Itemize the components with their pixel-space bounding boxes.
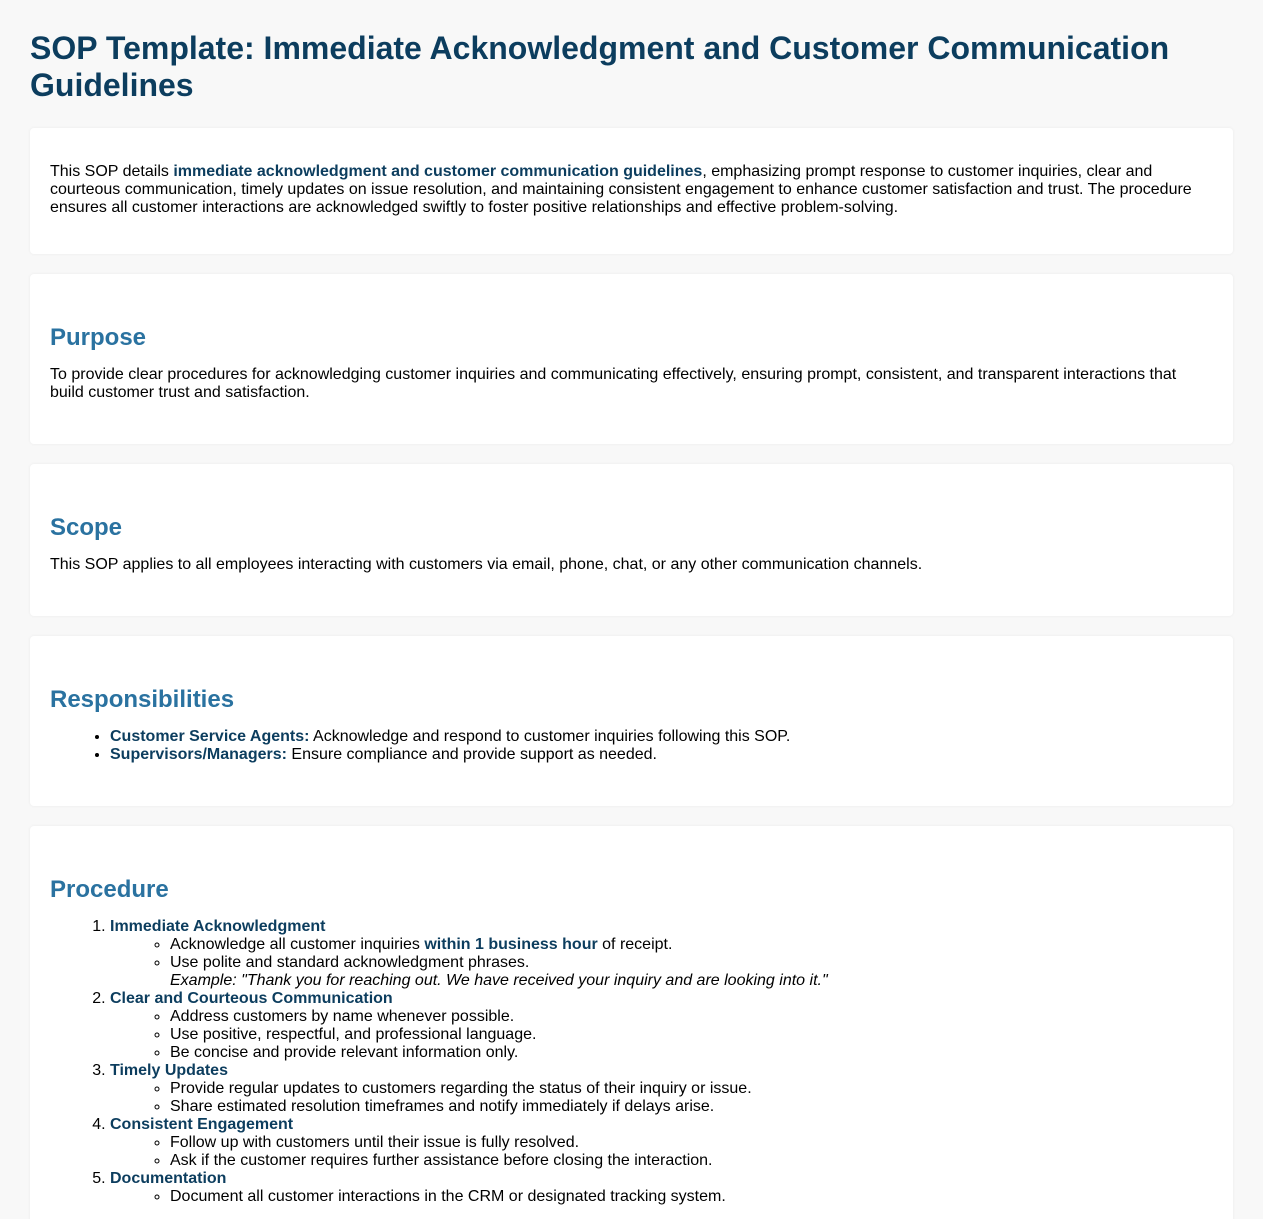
list-item: ◦ Provide regular updates to customers regarding the status of their inquiry or issue. — [170, 1080, 1213, 1098]
intro-text-before: This SOP details — [50, 163, 174, 180]
step-items — [110, 1188, 1213, 1206]
role-text: Ensure compliance and provide support as needed. — [286, 746, 657, 763]
list-item — [170, 954, 1213, 990]
list-item — [110, 728, 1213, 746]
item-text: Acknowledge all customer inquiries — [170, 936, 425, 953]
item-highlight: within 1 business hour — [424, 936, 598, 953]
step-items — [110, 1008, 1213, 1062]
step-title: Documentation — [110, 1170, 227, 1187]
item-text: Use polite and standard acknowledgment phrases. — [170, 954, 530, 971]
responsibilities-card — [30, 636, 1233, 806]
responsibilities-heading: Responsibilities — [50, 686, 235, 713]
procedure-step — [110, 1116, 1213, 1170]
purpose-heading: Purpose — [50, 324, 147, 351]
procedure-step — [110, 990, 1213, 1062]
list-item: ◦ Be concise and provide relevant information only. — [170, 1044, 1213, 1062]
step-title: Clear and Courteous Communication — [110, 990, 393, 1007]
item-text: of receipt. — [597, 936, 673, 953]
step-title: Consistent Engagement — [110, 1116, 294, 1133]
list-item — [110, 746, 1213, 764]
scope-card — [30, 464, 1233, 616]
scope-heading: Scope — [50, 514, 123, 541]
list-item: ◦ Address customers by name whenever possible. — [170, 1008, 1213, 1026]
step-items — [110, 1134, 1213, 1170]
step-title: Immediate Acknowledgment — [110, 918, 326, 935]
intro-card — [30, 128, 1233, 254]
responsibilities-list — [50, 728, 1213, 764]
page-title: SOP Template: Immediate Acknowledgment and Customer Communication Guidelines — [30, 30, 1170, 103]
list-item: ◦ Use positive, respectful, and professional language. — [170, 1026, 1213, 1044]
purpose-text: To provide clear procedures for acknowledging customer inquiries and communicating effectively, ensuring prompt, consistent, and transparent interactions that build customer trust and satisfaction. — [50, 366, 1177, 401]
procedure-step — [110, 1062, 1213, 1116]
step-items — [110, 1080, 1213, 1116]
procedure-card — [30, 826, 1233, 1219]
example-text: Example: "Thank you for reaching out. We have received your inquiry and are looking into it." — [170, 972, 828, 989]
role-text: Acknowledge and respond to customer inquiries following this SOP. — [309, 728, 791, 745]
list-item: ◦ Document all customer interactions in the CRM or designated tracking system. — [170, 1188, 1213, 1206]
intro-text — [50, 163, 1213, 217]
intro-text-after: , emphasizing prompt response to customer inquiries, clear and courteous communication, timely updates on issue resolution, and maintaining consistent engagement to enhance customer satisfaction and trust. The procedure ensures all customer interactions are acknowledged swiftly to foster positive relationships and effective problem-solving. — [50, 163, 1192, 216]
procedure-heading: Procedure — [50, 876, 169, 903]
step-items — [110, 936, 1213, 990]
step-title: Timely Updates — [110, 1062, 228, 1079]
list-item — [170, 936, 1213, 954]
list-item: ◦ Share estimated resolution timeframes and notify immediately if delays arise. — [170, 1098, 1213, 1116]
list-item: ◦ Ask if the customer requires further assistance before closing the interaction. — [170, 1152, 1213, 1170]
procedure-step — [110, 918, 1213, 990]
procedure-step — [110, 1170, 1213, 1206]
procedure-steps — [50, 918, 1213, 1206]
role-label: Customer Service Agents: — [110, 728, 310, 745]
purpose-card — [30, 274, 1233, 444]
intro-highlight: immediate acknowledgment and customer communication guidelines — [173, 163, 703, 180]
role-label: Supervisors/Managers: — [110, 746, 287, 763]
scope-text: This SOP applies to all employees interacting with customers via email, phone, chat, or any other communication channels. — [50, 556, 923, 573]
list-item: ◦ Follow up with customers until their issue is fully resolved. — [170, 1134, 1213, 1152]
